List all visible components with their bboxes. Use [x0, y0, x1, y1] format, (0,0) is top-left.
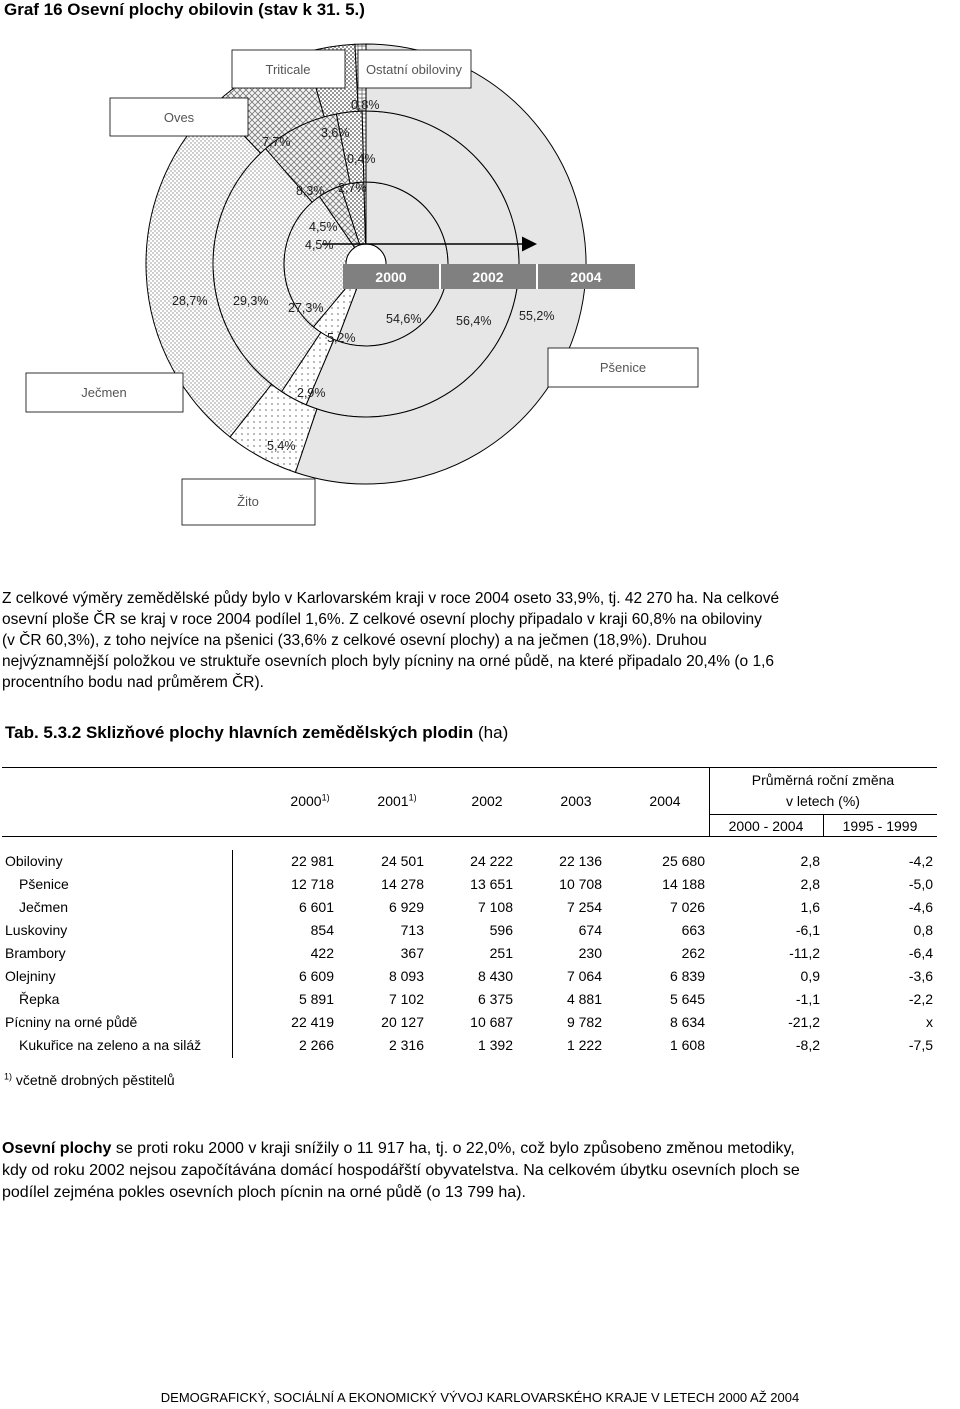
paragraph-line: Osevní plochy se proti roku 2000 v kraji snížily o 11 917 ha, tj. o 22,0%, což bylo způsobeno změnou metodiky,	[2, 1140, 795, 1157]
donut-chart	[0, 0, 960, 560]
label-psenice-2000: 54,6%	[386, 312, 422, 326]
cell-value: 14 278	[381, 876, 424, 892]
chart-title: Graf 16 Osevní plochy obilovin (stav k 31. 5.)	[4, 0, 365, 19]
cell-value: -6,4	[908, 945, 933, 961]
cell-value: 14 188	[662, 876, 705, 892]
year-2002: 2002	[472, 269, 504, 285]
cell-value: -11,2	[789, 945, 820, 961]
table-row	[0, 873, 960, 896]
table-title-unit: (ha)	[473, 723, 509, 742]
cell-value: -5,0	[908, 876, 933, 892]
legend-psenice-label: Pšenice	[599, 360, 647, 375]
cell-value: 422	[310, 945, 334, 961]
label-psenice-2002: 56,4%	[456, 314, 492, 328]
cell-value: 2 266	[298, 1037, 334, 1053]
cell-value: 6 601	[298, 899, 334, 915]
paragraph-line: procentního bodu nad průměrem ČR).	[2, 674, 264, 691]
cell-value: 2,8	[800, 876, 820, 892]
change-header-line1: Průměrná roční změna	[751, 772, 895, 788]
cell-value: 25 680	[662, 853, 705, 869]
label-zito-2002: 2,9%	[297, 386, 326, 400]
table-header-divider	[709, 768, 710, 836]
cell-value: 10 687	[470, 1014, 513, 1030]
label-triticale-2002: 2,7%	[338, 181, 367, 195]
cell-value: 674	[578, 922, 602, 938]
label-zito-2000: 5,2%	[327, 331, 356, 345]
cell-value: -3,6	[908, 968, 933, 984]
cell-value: 9 782	[566, 1014, 602, 1030]
row-label: Obiloviny	[5, 853, 63, 869]
row-label: Ječmen	[19, 899, 69, 915]
change-header-line2: v letech (%)	[786, 793, 860, 809]
cell-value: 7 102	[388, 991, 424, 1007]
row-label: Brambory	[5, 945, 66, 961]
table-row	[0, 1011, 960, 1034]
cell-value: 8 093	[388, 968, 424, 984]
cell-value: 6 929	[388, 899, 424, 915]
cell-value: 367	[400, 945, 424, 961]
row-label: Luskoviny	[5, 922, 68, 938]
year-2004: 2004	[570, 269, 602, 285]
cell-value: 6 375	[477, 991, 513, 1007]
legend-ostatni	[358, 50, 471, 88]
paragraph-line: podílel zejména pokles osevních ploch pícnin na orné půdě (o 13 799 ha).	[2, 1184, 526, 1201]
cell-value: 854	[310, 922, 334, 938]
change-period-divider	[823, 815, 824, 836]
row-label: Pícniny na orné půdě	[5, 1014, 138, 1030]
legend-psenice	[548, 348, 698, 387]
label-ostatni-2004: 0,8%	[351, 98, 380, 112]
label-jecmen-2000: 27,3%	[288, 301, 324, 315]
cell-value: 10 708	[559, 876, 602, 892]
cell-value: 0,8	[913, 922, 933, 938]
cell-value: 1 392	[477, 1037, 513, 1053]
cell-value: 22 136	[559, 853, 602, 869]
paragraph-osevni-plochy-pokles	[2, 1138, 958, 1204]
row-label: Pšenice	[19, 876, 69, 892]
cell-value: 1 222	[566, 1037, 602, 1053]
cell-value: 7 254	[566, 899, 602, 915]
label-triticale-2000: 4,5%	[309, 220, 338, 234]
legend-ostatni-label: Ostatní obiloviny	[365, 62, 463, 77]
period-2000-2004: 2000 - 2004	[728, 818, 804, 834]
label-jecmen-2004: 28,7%	[172, 294, 208, 308]
table-row	[0, 942, 960, 965]
label-jecmen-2002: 29,3%	[233, 294, 269, 308]
paragraph-line: nejvýznamnější položkou ve struktuře osevních ploch byly pícniny na orné půdě, na které připadalo 20,4% (o 1,6	[2, 653, 775, 670]
cell-value: 22 981	[291, 853, 334, 869]
label-triticale-2004: 3,6%	[321, 126, 350, 140]
paragraph-osevni-plochy	[2, 588, 958, 693]
year-bar	[343, 264, 635, 289]
cell-value: 663	[681, 922, 705, 938]
legend-jecmen-label: Ječmen	[81, 385, 127, 400]
table-row	[0, 850, 960, 873]
period-1995-1999: 1995 - 1999	[842, 818, 918, 834]
label-oves-2000: 4,5%	[305, 238, 334, 252]
cell-value: 6 839	[669, 968, 705, 984]
legend-jecmen	[26, 373, 183, 412]
cell-value: 5 645	[669, 991, 705, 1007]
cell-value: 8 634	[669, 1014, 705, 1030]
table-title	[5, 723, 508, 743]
cell-value: -6,1	[795, 922, 820, 938]
label-oves-2004: 7,7%	[262, 135, 291, 149]
cell-value: 22 419	[291, 1014, 334, 1030]
cell-value: 7 064	[566, 968, 602, 984]
row-label: Olejniny	[5, 968, 56, 984]
cell-value: 4 881	[566, 991, 602, 1007]
year-2000: 2000	[375, 269, 407, 285]
page-footer: DEMOGRAFICKÝ, SOCIÁLNÍ A EKONOMICKÝ VÝVOJ KARLOVARSKÉHO KRAJE V LETECH 2000 AŽ 2004	[160, 1390, 800, 1405]
paragraph-line: osevní ploše ČR se kraj v roce 2004 podílel 1,6%. Z celkové osevní plochy připadalo v kraji 60,8% na obiloviny	[2, 611, 762, 628]
cell-value: 251	[489, 945, 513, 961]
cell-value: -1,1	[795, 991, 820, 1007]
col-2000: 2000$^{1)}$	[290, 792, 330, 809]
cell-value: 596	[489, 922, 513, 938]
cell-value: 13 651	[470, 876, 513, 892]
legend-zito	[182, 479, 315, 525]
cell-value: 2,8	[800, 853, 820, 869]
col-2002: 2002	[471, 793, 503, 809]
col-2001: 2001$^{1)}$	[377, 792, 417, 809]
cell-value: 713	[400, 922, 424, 938]
label-ostatni-2002: 0,4%	[347, 152, 376, 166]
cell-value: -4,6	[908, 899, 933, 915]
paragraph-line: Z celkové výměry zemědělské půdy bylo v Karlovarském kraji v roce 2004 oseto 33,9%, tj. 42 270 ha. Na celkové	[2, 590, 780, 607]
table-top-rule	[2, 767, 937, 768]
table-row	[0, 965, 960, 988]
table-header-rule	[2, 836, 937, 837]
cell-value: 24 501	[381, 853, 424, 869]
legend-oves-label: Oves	[163, 110, 195, 125]
table-row	[0, 896, 960, 919]
cell-value: -2,2	[908, 991, 933, 1007]
cell-value: 24 222	[470, 853, 513, 869]
table-row	[0, 1034, 960, 1057]
table-label-divider	[232, 850, 233, 1058]
cell-value: 12 718	[291, 876, 334, 892]
cell-value: 262	[681, 945, 705, 961]
table-row	[0, 919, 960, 942]
cell-value: -4,2	[908, 853, 933, 869]
cell-value: 8 430	[477, 968, 513, 984]
table-title-bold: Tab. 5.3.2 Sklizňové plochy hlavních zemědělských plodin	[5, 723, 474, 742]
row-label: Kukuřice na zeleno a na siláž	[19, 1037, 202, 1053]
label-oves-2002: 8,3%	[296, 184, 325, 198]
legend-triticale-label: Triticale	[265, 62, 311, 77]
paragraph-line: kdy od roku 2002 nejsou započítávána domácí hospodářští obyvatelstva. Na celkovém úbytku osevních ploch se	[2, 1162, 800, 1179]
legend-triticale	[232, 50, 345, 88]
cell-value: 1,6	[800, 899, 820, 915]
cell-value: 2 316	[388, 1037, 424, 1053]
label-zito-2004: 5,4%	[267, 439, 296, 453]
cell-value: x	[926, 1014, 933, 1030]
cell-value: 230	[578, 945, 602, 961]
row-label: Řepka	[19, 991, 60, 1007]
cell-value: -7,5	[908, 1037, 933, 1053]
cell-value: -21,2	[788, 1014, 820, 1030]
cell-value: 20 127	[381, 1014, 424, 1030]
legend-zito-label: Žito	[237, 494, 259, 509]
cell-value: 1 608	[669, 1037, 705, 1053]
legend-oves	[110, 98, 248, 136]
footnote: $^{1)}$ včetně drobných pěstitelů	[4, 1071, 175, 1088]
cell-value: 7 108	[477, 899, 513, 915]
cell-value: 5 891	[298, 991, 334, 1007]
col-2004: 2004	[649, 793, 681, 809]
paragraph-line: (v ČR 60,3%), z toho nejvíce na pšenici (33,6% z celkové osevní plochy) a na ječmen (18,9%). Druhou	[2, 632, 707, 649]
cell-value: 7 026	[669, 899, 705, 915]
label-psenice-2004: 55,2%	[519, 309, 555, 323]
col-2003: 2003	[560, 793, 592, 809]
table-row	[0, 988, 960, 1011]
cell-value: 6 609	[298, 968, 334, 984]
cell-value: 0,9	[800, 968, 820, 984]
cell-value: -8,2	[795, 1037, 820, 1053]
